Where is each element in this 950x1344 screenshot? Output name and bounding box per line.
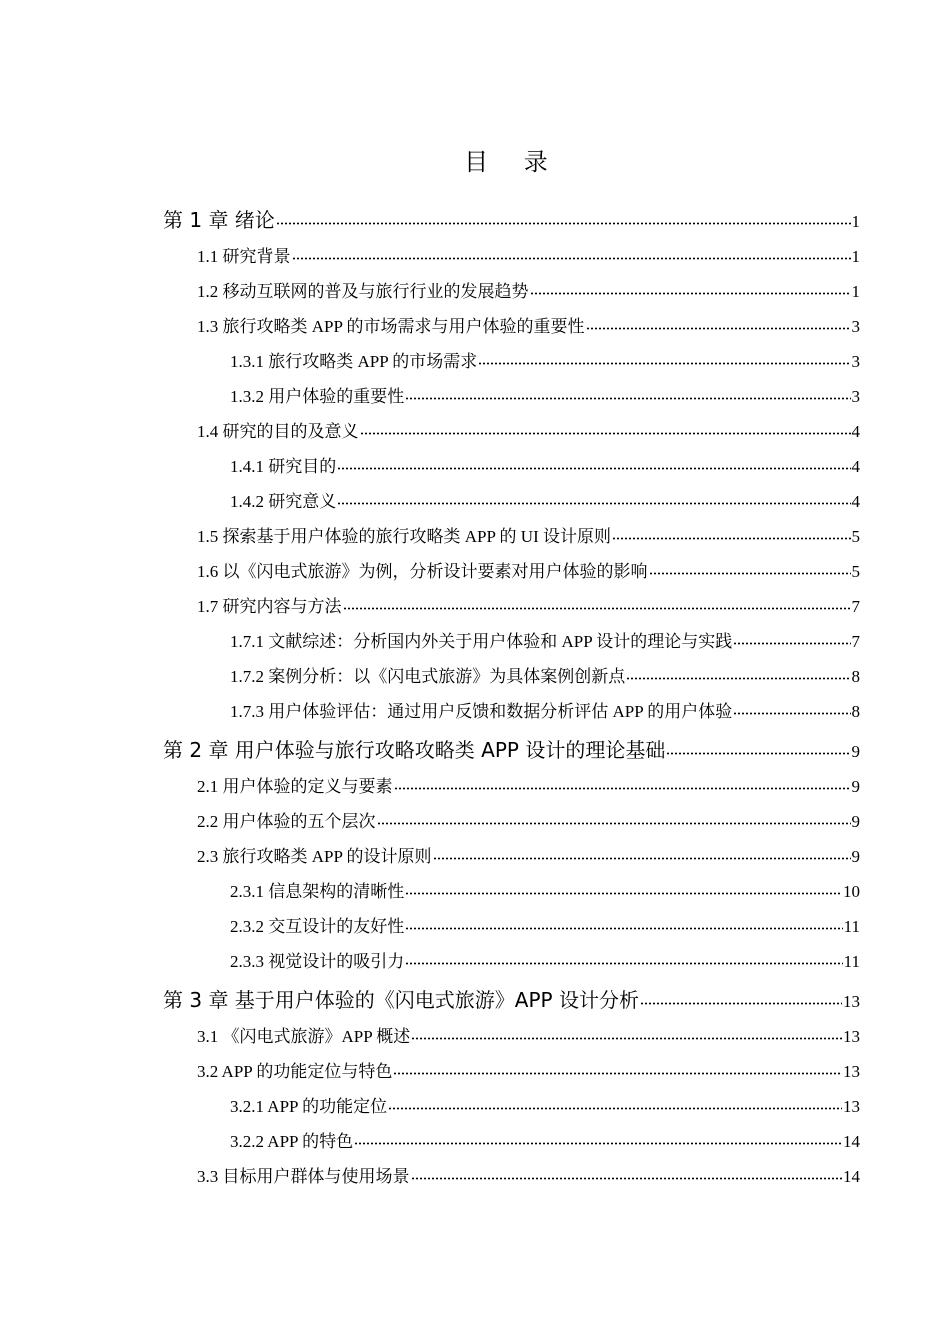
toc-entry[interactable]	[230, 947, 860, 972]
toc-leader-dots	[292, 243, 851, 260]
toc-entry[interactable]	[230, 697, 860, 722]
toc-page-number: 5	[851, 561, 860, 581]
toc-entry[interactable]	[197, 1022, 860, 1047]
toc-leader-dots	[343, 593, 851, 610]
toc-leader-dots	[433, 843, 851, 860]
toc-entry-title: 2.3 旅行攻略类 APP 的设计原则	[197, 846, 432, 866]
toc-entry[interactable]	[197, 592, 860, 617]
toc-entry-title: 1.7.1 文献综述：分析国内外关于用户体验和 APP 设计的理论与实践	[230, 631, 733, 651]
toc-entry-title: 1.4.1 研究目的	[230, 456, 337, 476]
toc-page-number: 14	[843, 1131, 860, 1151]
toc-page-number: 4	[851, 421, 860, 441]
toc-leader-dots	[405, 948, 842, 965]
toc-page-number: 5	[851, 526, 860, 546]
toc-page-number: 3	[851, 386, 860, 406]
toc-entry-title: 1.6 以《闪电式旅游》为例，分析设计要素对用户体验的影响	[197, 561, 648, 581]
toc-entry-title: 1.1 研究背景	[197, 246, 291, 266]
toc-entry[interactable]	[197, 772, 860, 797]
toc-chapter[interactable]	[163, 204, 860, 233]
toc-page-number: 8	[851, 701, 860, 721]
toc-page-number: 4	[851, 491, 860, 511]
toc-page-number: 4	[851, 456, 860, 476]
toc-page-number: 13	[843, 1096, 860, 1116]
toc-entry-title: 1.5 探索基于用户体验的旅行攻略类 APP 的 UI 设计原则	[197, 526, 611, 546]
toc-entry-title: 1.3.1 旅行攻略类 APP 的市场需求	[230, 351, 478, 371]
toc-entry[interactable]	[230, 627, 860, 652]
toc-leader-dots	[733, 628, 850, 645]
toc-entry-title: 第 3 章 基于用户体验的《闪电式旅游》APP 设计分析	[163, 988, 639, 1012]
toc-page-number: 7	[851, 596, 860, 616]
toc-leader-dots	[649, 558, 851, 575]
toc-leader-dots	[394, 773, 851, 790]
toc-page-number: 3	[851, 316, 860, 336]
toc-page-number: 1	[851, 281, 860, 301]
toc-entry-title: 3.2.1 APP 的功能定位	[230, 1096, 388, 1116]
toc-entry-title: 1.3.2 用户体验的重要性	[230, 386, 405, 406]
toc-page-number: 8	[851, 666, 860, 686]
toc-leader-dots	[478, 348, 850, 365]
toc-entry-title: 3.3 目标用户群体与使用场景	[197, 1166, 410, 1186]
toc-leader-dots	[640, 985, 842, 1005]
toc-page-number: 13	[843, 992, 860, 1011]
toc-chapter[interactable]	[163, 984, 860, 1013]
toc-leader-dots	[405, 383, 850, 400]
toc-entry-title: 1.3 旅行攻略类 APP 的市场需求与用户体验的重要性	[197, 316, 585, 336]
toc-page-number: 11	[843, 951, 860, 971]
toc-entry-title: 1.7.2 案例分析：以《闪电式旅游》为具体案例创新点	[230, 666, 626, 686]
toc-entry-title: 3.2.2 APP 的特色	[230, 1131, 354, 1151]
toc-page-number: 11	[843, 916, 860, 936]
toc-entry-title: 1.7.3 用户体验评估：通过用户反馈和数据分析评估 APP 的用户体验	[230, 701, 733, 721]
toc-page-number: 9	[851, 776, 860, 796]
toc-entry[interactable]	[197, 242, 860, 267]
toc-entry[interactable]	[230, 912, 860, 937]
toc-page-number: 7	[851, 631, 860, 651]
toc-entry-title: 1.2 移动互联网的普及与旅行行业的发展趋势	[197, 281, 529, 301]
toc-chapter[interactable]	[163, 734, 860, 763]
toc-entry-title: 3.2 APP 的功能定位与特色	[197, 1061, 393, 1081]
toc-entry-title: 2.3.1 信息架构的清晰性	[230, 881, 405, 901]
toc-entry[interactable]	[197, 842, 860, 867]
toc-leader-dots	[393, 1058, 842, 1075]
toc-page-number: 1	[851, 212, 860, 231]
toc-page-number: 3	[851, 351, 860, 371]
toc-entry[interactable]	[230, 382, 860, 407]
toc-entry[interactable]	[197, 1162, 860, 1187]
toc-leader-dots	[405, 913, 842, 930]
toc-entry-title: 第 2 章 用户体验与旅行攻略攻略类 APP 设计的理论基础	[163, 738, 666, 762]
toc-page-number: 13	[843, 1061, 860, 1081]
toc-leader-dots	[411, 1163, 843, 1180]
toc-leader-dots	[276, 205, 851, 225]
toc-entry-title: 3.1 《闪电式旅游》APP 概述	[197, 1026, 411, 1046]
toc-leader-dots	[586, 313, 851, 330]
toc-entry-title: 1.4.2 研究意义	[230, 491, 337, 511]
toc-leader-dots	[377, 808, 851, 825]
toc-entry[interactable]	[230, 347, 860, 372]
toc-leader-dots	[360, 418, 851, 435]
toc-entry-title: 1.7 研究内容与方法	[197, 596, 342, 616]
toc-entry[interactable]	[197, 277, 860, 302]
toc-page-number: 13	[843, 1026, 860, 1046]
toc-entry[interactable]	[197, 1057, 860, 1082]
toc-entry[interactable]	[230, 877, 860, 902]
toc-page-number: 9	[851, 811, 860, 831]
toc-leader-dots	[626, 663, 850, 680]
toc-entry[interactable]	[230, 452, 860, 477]
toc-entry[interactable]	[197, 557, 860, 582]
toc-page-number: 9	[851, 846, 860, 866]
toc-entry-title: 2.3.3 视觉设计的吸引力	[230, 951, 405, 971]
toc-page-number: 10	[843, 881, 860, 901]
toc-entry-title: 2.2 用户体验的五个层次	[197, 811, 376, 831]
toc-leader-dots	[337, 453, 850, 470]
toc-entry-title: 第 1 章 绪论	[163, 208, 275, 232]
toc-leader-dots	[612, 523, 851, 540]
toc-leader-dots	[388, 1093, 842, 1110]
toc-page-number: 1	[851, 246, 860, 266]
toc-leader-dots	[337, 488, 850, 505]
toc-entry[interactable]	[230, 487, 860, 512]
toc-leader-dots	[666, 735, 850, 755]
toc-page-number: 9	[851, 742, 860, 761]
toc-entry[interactable]	[230, 662, 860, 687]
toc-leader-dots	[411, 1023, 842, 1040]
page-title: 目 录	[464, 148, 562, 176]
toc-leader-dots	[733, 698, 850, 715]
toc-entry[interactable]	[197, 522, 860, 547]
toc-page-number: 14	[843, 1166, 860, 1186]
toc-entry-title: 1.4 研究的目的及意义	[197, 421, 359, 441]
toc-entry[interactable]	[197, 312, 860, 337]
toc-leader-dots	[354, 1128, 842, 1145]
toc-leader-dots	[405, 878, 842, 895]
toc-entry[interactable]	[230, 1092, 860, 1117]
toc-entry-title: 2.1 用户体验的定义与要素	[197, 776, 393, 796]
toc-leader-dots	[530, 278, 851, 295]
toc-entry[interactable]	[197, 417, 860, 442]
toc-entry-title: 2.3.2 交互设计的友好性	[230, 916, 405, 936]
toc-entry[interactable]	[230, 1127, 860, 1152]
toc-entry[interactable]	[197, 807, 860, 832]
